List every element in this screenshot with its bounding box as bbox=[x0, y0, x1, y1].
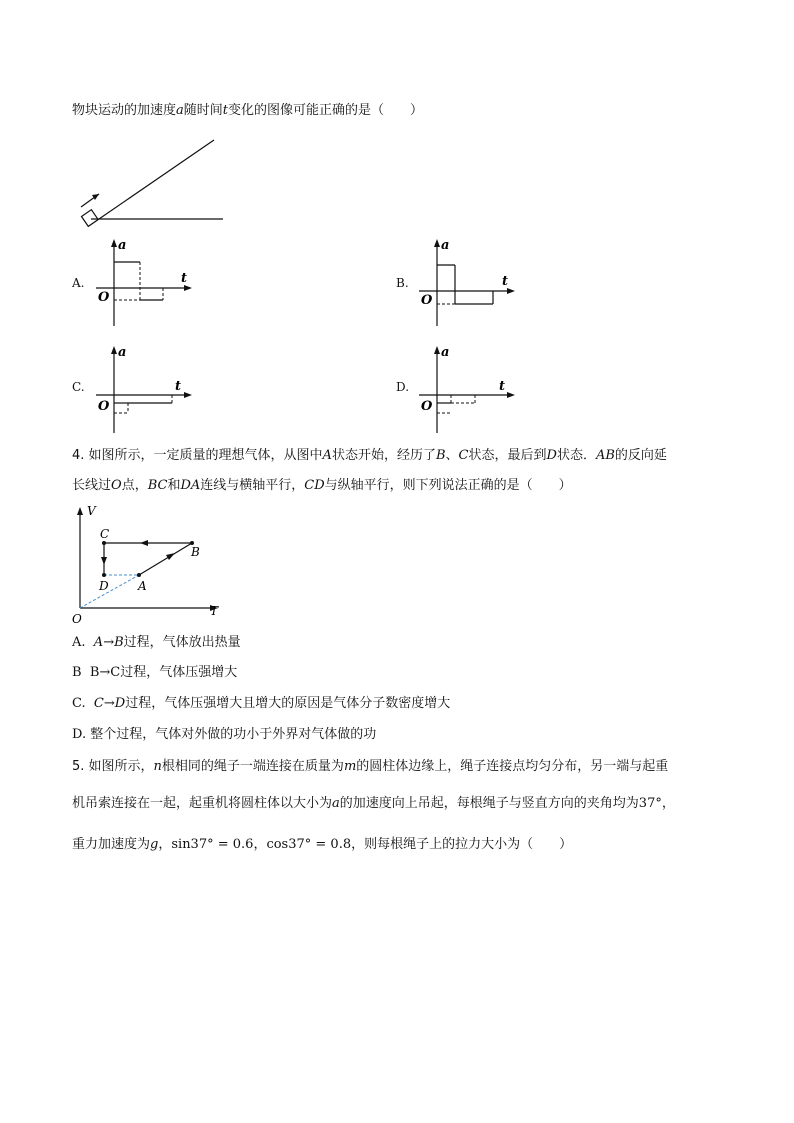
svg-text:t: t bbox=[175, 379, 182, 394]
axis-t-label: T bbox=[210, 604, 219, 618]
block bbox=[81, 210, 98, 227]
svg-text:t: t bbox=[499, 379, 506, 394]
svg-text:O: O bbox=[421, 293, 433, 308]
q4-option-c[interactable]: C. C→D过程，气体压强增大且增大的原因是气体分子数密度增大 bbox=[72, 696, 451, 711]
point-b-label: B bbox=[191, 545, 200, 559]
q5-stem-line2: 机吊索连接在一起，起重机将圆柱体以大小为a的加速度向上吊起，每根绳子与竖直方向的夹角均为37°， bbox=[72, 796, 675, 811]
svg-text:a: a bbox=[441, 238, 450, 253]
q3-option-d-graph[interactable] bbox=[413, 345, 523, 435]
svg-text:a: a bbox=[118, 345, 127, 360]
q3-stem: 物块运动的加速度a随时间t变化的图像可能正确的是（ ） bbox=[72, 103, 424, 118]
q4-option-b[interactable]: B B→C过程，气体压强增大 bbox=[72, 665, 238, 680]
ab-line bbox=[139, 543, 192, 575]
axis-v-label: V bbox=[87, 504, 96, 518]
q3-option-b-label[interactable]: B. bbox=[396, 276, 409, 290]
origin-label: O bbox=[98, 290, 110, 305]
q5-stem-line1: 5. 如图所示，n根相同的绳子一端连接在质量为m的圆柱体边缘上，绳子连接点均匀分布，另一端与起重 bbox=[72, 759, 669, 774]
svg-text:O: O bbox=[421, 399, 433, 414]
q3-option-a-graph[interactable] bbox=[90, 238, 200, 328]
ab-extension-line bbox=[80, 575, 139, 608]
q3-option-c-graph[interactable] bbox=[90, 345, 200, 435]
q3-option-b-graph[interactable] bbox=[413, 238, 523, 328]
point-a-label: A bbox=[138, 579, 147, 593]
q4-vt-diagram bbox=[72, 503, 232, 626]
q5-stem-line3: 重力加速度为g，sin37° = 0.6，cos37° = 0.8，则每根绳子上的拉力大小为（ ） bbox=[72, 837, 573, 852]
point-c-label: C bbox=[100, 527, 110, 541]
axis-a-label: a bbox=[118, 238, 127, 253]
q3-option-c-label[interactable]: C. bbox=[72, 380, 85, 394]
q3-option-a-label[interactable]: A. bbox=[72, 276, 85, 290]
q4-option-a[interactable]: A. A→B过程，气体放出热量 bbox=[72, 635, 241, 650]
axis-t-label: t bbox=[181, 271, 188, 286]
point-d-label: D bbox=[99, 579, 109, 593]
svg-text:t: t bbox=[502, 274, 509, 289]
q4-option-d[interactable]: D. 整个过程，气体对外做的功小于外界对气体做的功 bbox=[72, 727, 377, 742]
q4-stem-line2: 长线过O点，BC和DA连线与横轴平行，CD与纵轴平行，则下列说法正确的是（ ） bbox=[72, 478, 572, 493]
svg-text:a: a bbox=[441, 345, 450, 360]
origin-label: O bbox=[72, 612, 82, 626]
incline-figure bbox=[75, 135, 235, 225]
svg-text:O: O bbox=[98, 399, 110, 414]
q4-stem-line1: 4. 如图所示，一定质量的理想气体，从图中A状态开始，经历了B、C状态，最后到D状态．AB的反向延 bbox=[72, 448, 667, 463]
q3-option-d-label[interactable]: D. bbox=[396, 380, 410, 394]
